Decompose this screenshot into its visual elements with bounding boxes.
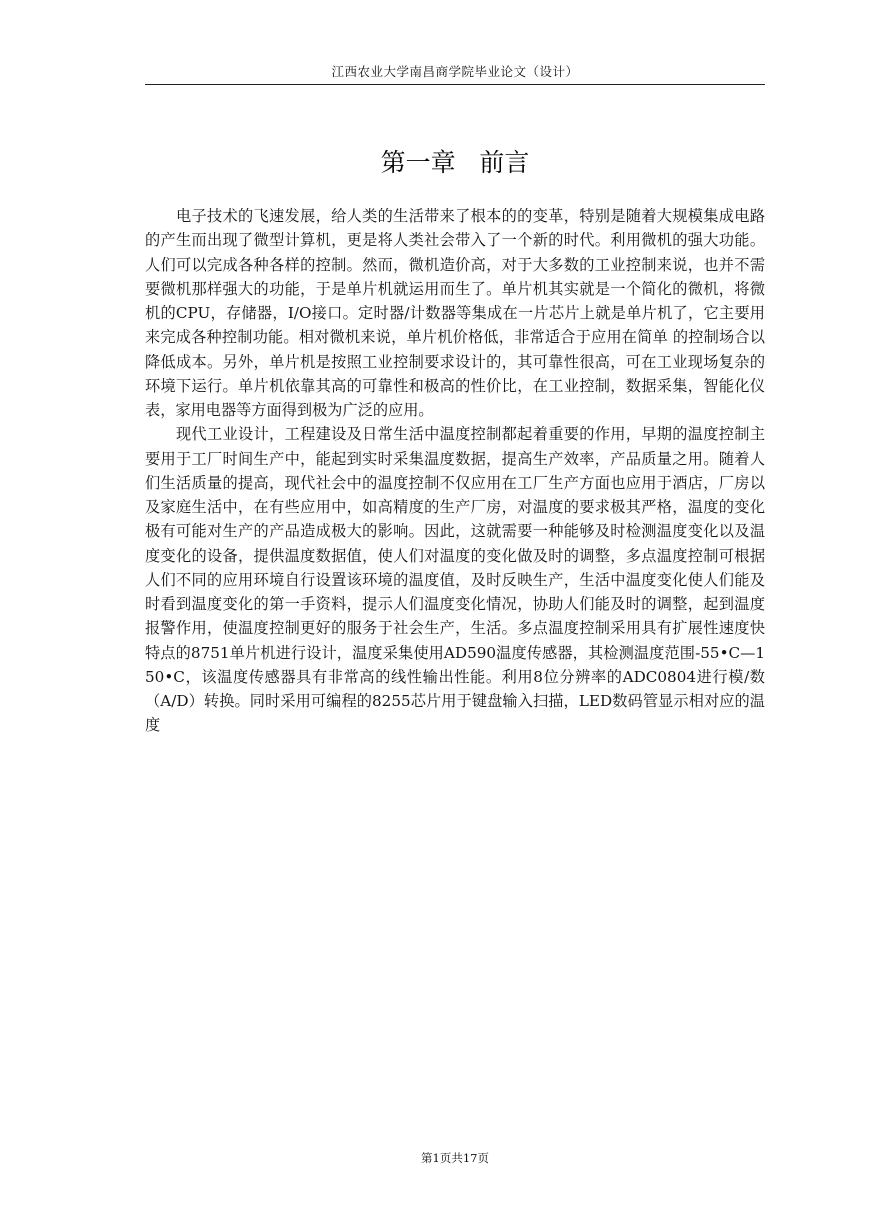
header-divider xyxy=(145,84,765,85)
paragraph-2: 现代工业设计，工程建设及日常生活中温度控制都起着重要的作用，早期的温度控制主要用于工厂时间生产中，能起到实时采集温度数据，提高生产效率，产品质量之用。随着人们生活质量的提高，现代社会中的温度控制不仅应用在工厂生产方面也应用于酒店，厂房以及家庭生活中，在有些应用中，如高精度的生产厂房，对温度的要求极其严格，温度的变化极有可能对生产的产品造成极大的影响。因此，这就需要一种能够及时检测温度变化以及温度变化的设备，提供温度数据值，使人们对温度的变化做及时的调整，多点温度控制可根据人们不同的应用环境自行设置该环境的温度值，及时反映生产，生活中温度变化使人们能及时看到温度变化的第一手资料，提示人们温度变化情况，协助人们能及时的调整，起到温度报警作用，使温度控制更好的服务于社会生产，生活。多点温度控制采用具有扩展性速度快特点的8751单片机进行设计，温度采集使用AD590温度传感器，其检测温度范围-55•C—150•C，该温度传感器具有非常高的线性输出性能。利用8位分辨率的ADC0804进行模/数（A/D）转换。同时采用可编程的8255芯片用于键盘输入扫描，LED数码管显示相对应的温度 xyxy=(145,425,765,735)
running-header: 江西农业大学南昌商学院毕业论文（设计） xyxy=(331,64,579,79)
chapter-title: 第一章 前言 xyxy=(380,148,530,177)
body-text xyxy=(145,204,765,738)
paragraph-1: 电子技术的飞速发展，给人类的生活带来了根本的的变革，特别是随着大规模集成电路的产生而出现了微型计算机，更是将人类社会带入了一个新的时代。利用微机的强大功能。人们可以完成各种各样的控制。然而，微机造价高，对于大多数的工业控制来说，也并不需要微机那样强大的功能，于是单片机就运用而生了。单片机其实就是一个简化的微机，将微机的CPU，存储器，I/O接口。定时器/计数器等集成在一片芯片上就是单片机了，它主要用来完成各种控制功能。相对微机来说，单片机价格低，非常适合于应用在简单 的控制场合以降低成本。另外，单片机是按照工业控制要求设计的，其可靠性很高，可在工业现场复杂的环境下运行。单片机依靠其高的可靠性和极高的性价比，在工业控制，数据采集，智能化仪表，家用电器等方面得到极为广泛的应用。 xyxy=(145,207,765,419)
page-number: 第1页共17页 xyxy=(421,1151,489,1165)
